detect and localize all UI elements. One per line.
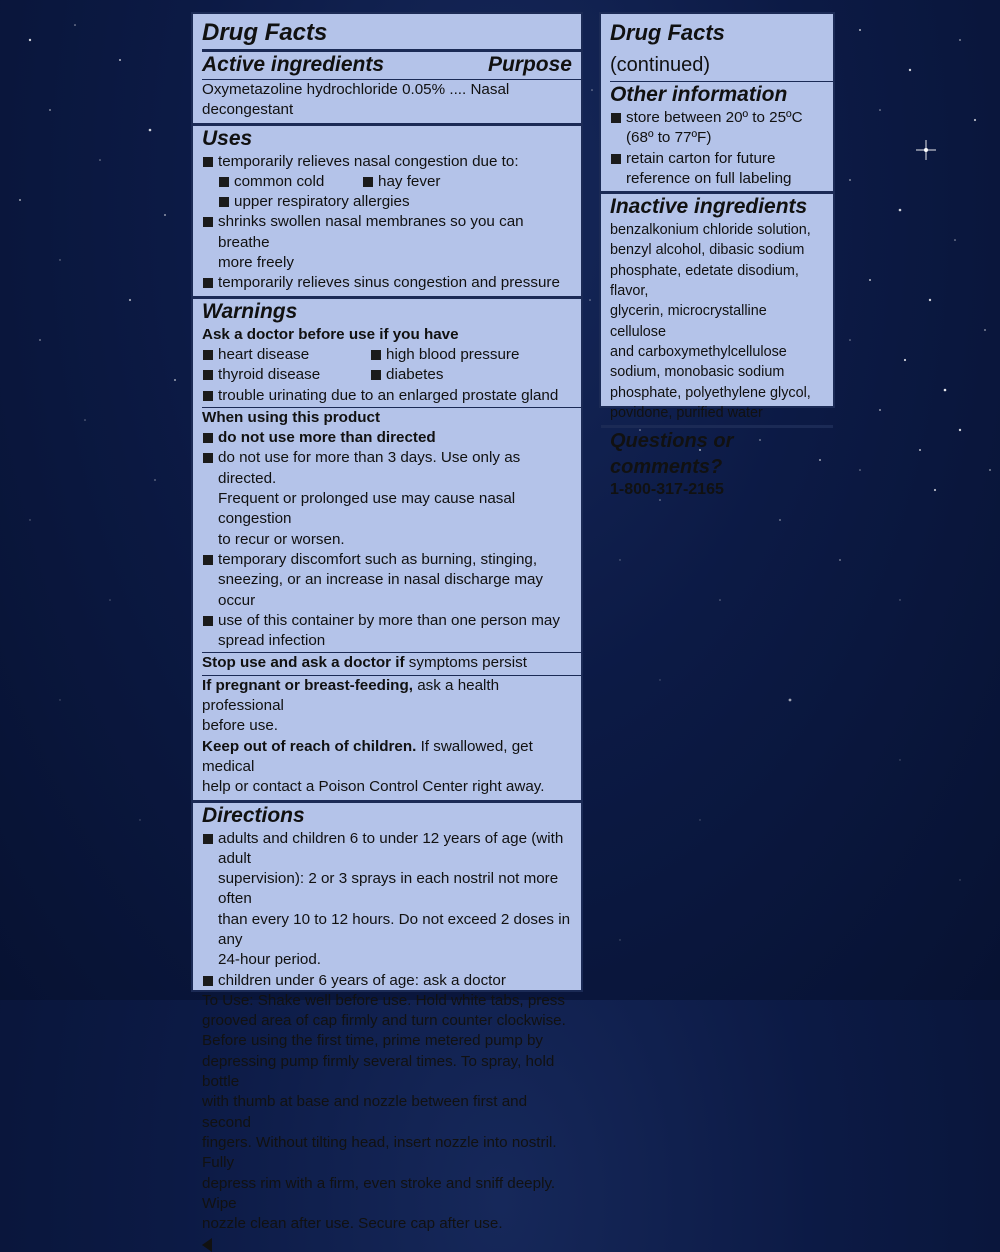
text-line: spread infection bbox=[218, 632, 326, 650]
text-line: temporary discomfort such as burning, stinging, bbox=[218, 550, 538, 568]
warning-item: thyroid disease bbox=[202, 365, 370, 385]
text-line: grooved area of cap firmly and turn counter clockwise. bbox=[202, 1012, 566, 1030]
stop-use-bold: Stop use and ask a doctor if bbox=[202, 654, 405, 672]
text-line: depressing pump firmly several times. To spray, hold bottle bbox=[202, 1052, 555, 1091]
warning-item: trouble urinating due to an enlarged prostate gland bbox=[202, 386, 572, 406]
warning-item: high blood pressure bbox=[370, 345, 519, 365]
text-line: depress rim with a firm, even stroke and sniff deeply. Wipe bbox=[202, 1174, 556, 1212]
when-using-item bbox=[202, 448, 572, 549]
keep-out-bold: Keep out of reach of children. bbox=[202, 737, 417, 755]
warning-row bbox=[202, 345, 572, 365]
pregnant-bold: If pregnant or breast-feeding, bbox=[202, 676, 413, 694]
active-ingredients-heading: Active ingredients bbox=[202, 53, 385, 76]
drug-facts-title: Drug Facts bbox=[202, 19, 328, 46]
text-line: sneezing, or an increase in nasal discharge may occur bbox=[218, 571, 544, 609]
text-line: povidone, purified water bbox=[610, 404, 763, 421]
text-line: to recur or worsen. bbox=[218, 530, 345, 548]
text-line: supervision): 2 or 3 sprays in each nostril not more often bbox=[218, 870, 559, 908]
when-using-item bbox=[202, 550, 572, 611]
text-line: To Use: Shake well before use. Hold white tabs, press bbox=[202, 991, 565, 1009]
text-line: sodium, monobasic sodium bbox=[610, 364, 785, 381]
text-line: phosphate, edetate disodium, flavor, bbox=[610, 262, 799, 300]
text-line: glycerin, microcrystalline cellulose bbox=[610, 303, 767, 340]
text-line: shrinks swollen nasal membranes so you can breathe bbox=[218, 213, 524, 251]
left-triangle-icon bbox=[202, 1238, 212, 1252]
active-ingredient-line: Oxymetazoline hydrochloride 0.05% .... Nasal decongestant bbox=[202, 81, 510, 119]
text-line: reference on full labeling bbox=[626, 169, 792, 187]
other-info-item bbox=[610, 149, 824, 190]
continued-label: (continued) bbox=[610, 54, 711, 76]
inactive-ingredients-list bbox=[610, 220, 824, 423]
uses-subitems-row bbox=[202, 172, 572, 192]
uses-subitem: common cold bbox=[218, 172, 362, 192]
uses-subitem: hay fever bbox=[362, 172, 440, 192]
uses-item: temporarily relieves nasal congestion due to: bbox=[202, 152, 572, 172]
text-line: nozzle clean after use. Secure cap after use. bbox=[202, 1215, 503, 1233]
directions-heading: Directions bbox=[202, 803, 305, 827]
active-ingredients-header bbox=[202, 52, 572, 78]
text-line: benzalkonium chloride solution, bbox=[610, 222, 811, 239]
text-line: benzyl alcohol, dibasic sodium bbox=[610, 242, 805, 259]
to-use-text bbox=[202, 991, 572, 1235]
when-using-heading: When using this product bbox=[202, 408, 381, 426]
text-line: retain carton for future bbox=[626, 149, 776, 167]
pregnant-line bbox=[202, 676, 572, 717]
directions-item: children under 6 years of age: ask a doctor bbox=[202, 971, 572, 991]
phone-number: 1-800-317-2165 bbox=[610, 481, 724, 499]
stop-use-rest: symptoms persist bbox=[404, 654, 527, 672]
uses-subitem: upper respiratory allergies bbox=[218, 192, 572, 212]
warning-row bbox=[202, 365, 572, 385]
warning-item: diabetes bbox=[370, 365, 443, 385]
drug-facts-panel-main bbox=[191, 12, 583, 1233]
inactive-ingredients-heading: Inactive ingredients bbox=[610, 195, 808, 219]
keep-out-rest: If swallowed, get medical bbox=[202, 737, 533, 775]
text-line: phosphate, polyethylene glycol, bbox=[610, 384, 811, 401]
other-info-heading: Other information bbox=[610, 83, 788, 106]
text-line: more freely bbox=[218, 254, 294, 272]
text-line: and carboxymethylcellulose bbox=[610, 343, 787, 360]
questions-heading: Questions or comments? bbox=[610, 430, 734, 479]
uses-item: temporarily relieves sinus congestion and pressure bbox=[202, 273, 572, 293]
text-line: fingers. Without tilting head, insert nozzle into nostril. Fully bbox=[202, 1133, 557, 1172]
text-line: adults and children 6 to under 12 years of age (with adult bbox=[218, 829, 564, 867]
when-using-item: do not use more than directed bbox=[202, 428, 572, 448]
uses-item bbox=[202, 212, 572, 273]
keep-out-line bbox=[202, 737, 572, 778]
drug-facts-panel-continued bbox=[599, 12, 835, 499]
directions-item bbox=[202, 829, 572, 971]
keep-out-line-2: help or contact a Poison Control Center right away. bbox=[202, 778, 545, 796]
text-line: with thumb at base and nozzle between first and second bbox=[202, 1093, 528, 1131]
stop-use-line bbox=[202, 653, 572, 673]
text-line: Frequent or prolonged use may cause nasal congestion bbox=[218, 490, 516, 528]
text-line: (68º to 77ºF) bbox=[626, 129, 712, 147]
when-using-item bbox=[202, 611, 572, 652]
text-line: 24-hour period. bbox=[218, 951, 322, 969]
text-line: than every 10 to 12 hours. Do not exceed 2 doses in any bbox=[218, 910, 571, 948]
purpose-heading: Purpose bbox=[487, 53, 572, 76]
ask-doctor-heading: Ask a doctor before use if you have bbox=[202, 325, 459, 343]
warnings-heading: Warnings bbox=[202, 299, 298, 323]
text-line: Before using the first time, prime metered pump by bbox=[202, 1032, 544, 1050]
drug-facts-title: Drug Facts bbox=[610, 20, 725, 45]
drug-facts-continued-title bbox=[610, 18, 824, 80]
warning-item: heart disease bbox=[202, 345, 370, 365]
pregnant-rest: ask a health professional bbox=[202, 676, 500, 715]
text-line: use of this container by more than one person may bbox=[218, 611, 560, 629]
pregnant-line-2: before use. bbox=[202, 717, 278, 735]
text-line: store between 20º to 25ºC bbox=[626, 109, 803, 126]
uses-heading: Uses bbox=[202, 126, 253, 150]
text-line: do not use for more than 3 days. Use only as directed. bbox=[218, 449, 521, 487]
other-info-item bbox=[610, 108, 824, 149]
uses-subitems-row bbox=[202, 192, 572, 212]
